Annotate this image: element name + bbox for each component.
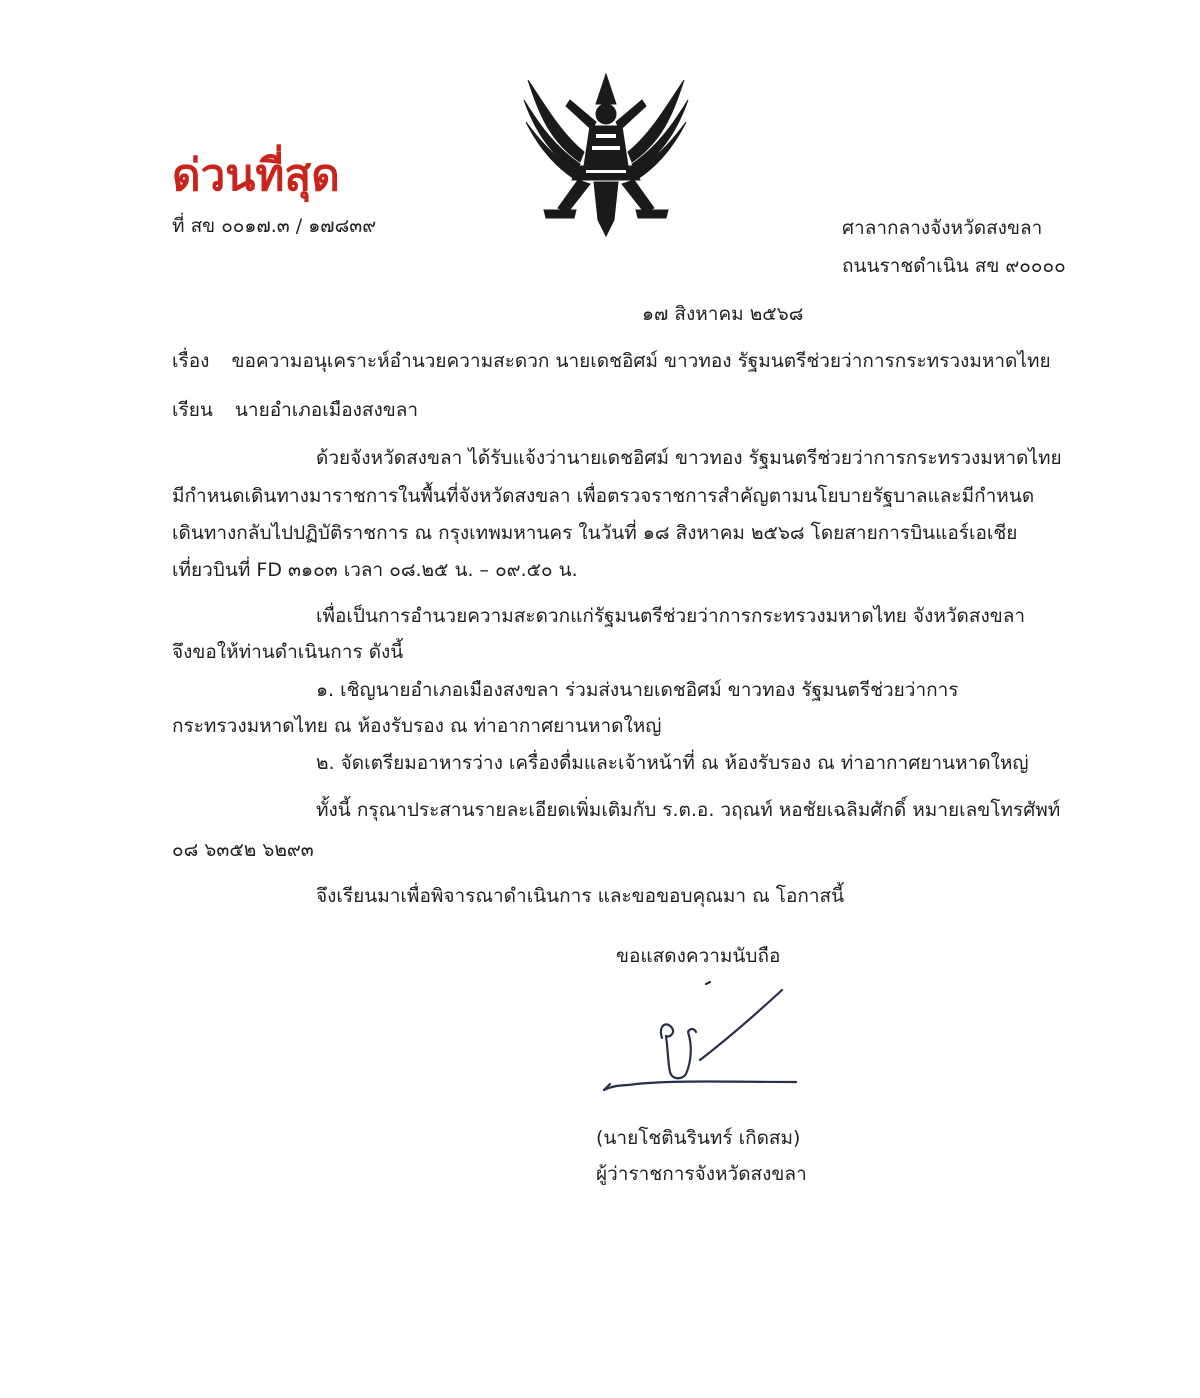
reference-number: ที่ สข ๐๐๑๗.๓ / ๑๗๘๓๙: [172, 215, 377, 237]
paragraph-1-line-3: เดินทางกลับไปปฏิบัติราชการ ณ กรุงเทพมหานคร ในวันที่ ๑๘ สิงหาคม ๒๕๖๘ โดยสายการบินแอร์เอเชีย: [172, 522, 1018, 544]
recipient-line: [172, 398, 418, 422]
paragraph-3-phone: ๐๘ ๖๓๕๒ ๖๒๙๓: [172, 839, 314, 861]
urgent-stamp: ด่วนที่สุด: [172, 150, 340, 201]
sign-off-greeting: ขอแสดงความนับถือ: [616, 945, 781, 967]
signatory-position: ผู้ว่าราชการจังหวัดสงขลา: [596, 1163, 807, 1185]
list-item-2: ๒. จัดเตรียมอาหารว่าง เครื่องดื่มและเจ้าหน้าที่ ณ ห้องรับรอง ณ ท่าอากาศยานหาดใหญ่: [316, 752, 1029, 774]
subject-line: [172, 349, 1051, 373]
garuda-emblem-icon: [518, 70, 694, 240]
subject-text: ขอความอนุเคราะห์อำนวยความสะดวก นายเดชอิศม์ ขาวทอง รัฐมนตรีช่วยว่าการกระทรวงมหาดไทย: [231, 350, 1051, 372]
paragraph-3-line-1: ทั้งนี้ กรุณาประสานรายละเอียดเพิ่มเติมกับ ร.ต.อ. วฤณท์ หอชัยเฉลิมศักดิ์ หมายเลขโทรศัพท์: [316, 799, 1061, 821]
recipient-text: นายอำเภอเมืองสงขลา: [234, 399, 419, 421]
office-address-line2: ถนนราชดำเนิน สข ๙๐๐๐๐: [842, 255, 1066, 277]
paragraph-1-line-4: เที่ยวบินที่ FD ๓๑๐๓ เวลา ๐๘.๒๕ น. – ๐๙.๕๐ น.: [172, 559, 578, 581]
letter-date: ๑๗ สิงหาคม ๒๕๖๘: [642, 303, 804, 325]
list-item-1-line-1: ๑. เชิญนายอำเภอเมืองสงขลา ร่วมส่งนายเดชอิศม์ ขาวทอง รัฐมนตรีช่วยว่าการ: [316, 679, 959, 701]
paragraph-1-line-2: มีกำหนดเดินทางมาราชการในพื้นที่จังหวัดสงขลา เพื่อตรวจราชการสำคัญตามนโยบายรัฐบาลและมีกำหนด: [172, 485, 1035, 507]
paragraph-1-line-1: ด้วยจังหวัดสงขลา ได้รับแจ้งว่านายเดชอิศม์ ขาวทอง รัฐมนตรีช่วยว่าการกระทรวงมหาดไทย: [316, 447, 1062, 469]
office-address-line1: ศาลากลางจังหวัดสงขลา: [842, 217, 1043, 239]
recipient-label: เรียน: [172, 399, 213, 421]
closing-sentence: จึงเรียนมาเพื่อพิจารณาดำเนินการ และขอขอบคุณมา ณ โอกาสนี้: [316, 885, 845, 907]
paragraph-2-line-2: จึงขอให้ท่านดำเนินการ ดังนี้: [172, 641, 404, 663]
paragraph-2-line-1: เพื่อเป็นการอำนวยความสะดวกแก่รัฐมนตรีช่วยว่าการกระทรวงมหาดไทย จังหวัดสงขลา: [316, 605, 1026, 627]
signatory-name: (นายโชตินรินทร์ เกิดสม): [596, 1127, 801, 1149]
handwritten-signature: [596, 980, 806, 1100]
list-item-1-line-2: กระทรวงมหาดไทย ณ ห้องรับรอง ณ ท่าอากาศยานหาดใหญ่: [172, 715, 662, 737]
subject-label: เรื่อง: [172, 350, 210, 372]
